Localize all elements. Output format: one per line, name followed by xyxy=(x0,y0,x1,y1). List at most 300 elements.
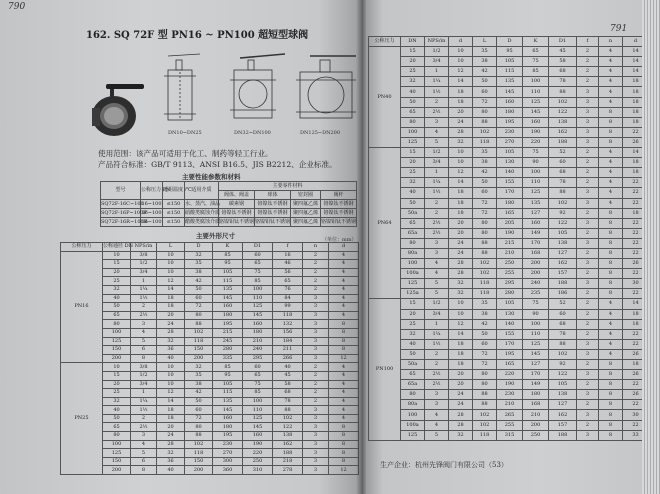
dims-cell: 22 xyxy=(623,380,649,390)
dims-row xyxy=(369,319,649,329)
dims-cell: 10 xyxy=(449,57,473,67)
pressure-group-label: PN100 xyxy=(369,299,401,440)
dims-row xyxy=(369,329,649,339)
dims-cell: 118 xyxy=(473,279,497,289)
dims-cell: 162 xyxy=(273,440,303,449)
dims-cell: 4 xyxy=(599,198,623,208)
dims-cell: 3 xyxy=(577,279,599,289)
dims-cell: 310 xyxy=(243,466,273,475)
dims-cell: 168 xyxy=(523,400,549,410)
dims-cell: 2 xyxy=(303,260,329,269)
dims-cell: 100 xyxy=(401,127,425,137)
dims-cell: 102 xyxy=(473,269,497,279)
dims-cell: 4 xyxy=(599,168,623,178)
dims-cell: 50 xyxy=(473,178,497,188)
dims-cell: 110 xyxy=(243,294,273,303)
dims-cell: 18 xyxy=(449,188,473,198)
dims-row xyxy=(369,380,649,390)
dims-cell: 24 xyxy=(157,432,185,441)
dims-cell: 145 xyxy=(523,107,549,117)
dims-cell: 95 xyxy=(497,47,523,57)
dims-cell: 160 xyxy=(523,218,549,228)
materials-cell: 铬镍钼钛不锈钢 xyxy=(321,218,357,225)
dims-cell: 230 xyxy=(497,390,523,400)
dims-cell: 14 xyxy=(157,397,185,406)
materials-header: 主要零件材料 xyxy=(219,182,357,191)
dims-cell: 5 xyxy=(425,430,449,440)
dims-header-cell: L xyxy=(157,243,185,252)
dims-cell: 4 xyxy=(329,311,359,320)
dims-cell: 188 xyxy=(273,449,303,458)
materials-cell: 铬镍钼钛不锈钢 xyxy=(255,218,291,225)
dims-row xyxy=(369,269,649,279)
dims-cell: 8 xyxy=(329,432,359,441)
dims-cell: 15 xyxy=(401,148,425,158)
dims-cell: 125 xyxy=(103,449,131,458)
dims-cell: 3 xyxy=(425,400,449,410)
dims-cell: 26 xyxy=(623,370,649,380)
dims-cell: 150 xyxy=(103,346,131,355)
dims-cell: 10 xyxy=(157,371,185,380)
dims-cell: 150 xyxy=(185,457,213,466)
dims-cell: 10 xyxy=(449,148,473,158)
dims-cell: 125 xyxy=(243,414,273,423)
dims-cell: 335 xyxy=(213,354,243,363)
dims-cell: 1¼ xyxy=(425,77,449,87)
dims-cell: 22 xyxy=(623,339,649,349)
dims-cell: 10 xyxy=(449,309,473,319)
dims-row xyxy=(369,360,649,370)
dims-cell: 26 xyxy=(623,137,649,147)
dims-cell: 127 xyxy=(523,208,549,218)
dims-cell: 1 xyxy=(425,319,449,329)
dims-cell: 18 xyxy=(449,208,473,218)
dims-cell: 135 xyxy=(213,397,243,406)
dims-cell: 130 xyxy=(497,158,523,168)
dims-cell: 24 xyxy=(449,248,473,258)
dims-cell: 110 xyxy=(523,178,549,188)
dims-row xyxy=(369,228,649,238)
dims-cell: 8 xyxy=(599,430,623,440)
dims-cell: 1 xyxy=(131,389,157,398)
dims-cell: 3 xyxy=(303,354,329,363)
dims-cell: 2 xyxy=(303,285,329,294)
dims-cell: 75 xyxy=(243,268,273,277)
dims-cell: 6 xyxy=(131,346,157,355)
dims-cell: 5 xyxy=(131,337,157,346)
dims-cell: 2 xyxy=(303,380,329,389)
dims-cell: 3 xyxy=(577,117,599,127)
dims-cell: 20 xyxy=(103,268,131,277)
dims-cell: 24 xyxy=(157,320,185,329)
materials-cell: ≤150 xyxy=(163,218,185,227)
dims-cell: 125a xyxy=(401,289,425,299)
dims-cell: 135 xyxy=(523,198,549,208)
dims-row xyxy=(369,208,649,218)
dims-cell: 8 xyxy=(599,259,623,269)
dims-cell: 18 xyxy=(623,319,649,329)
dims-row xyxy=(369,77,649,87)
dims-cell: 149 xyxy=(523,228,549,238)
dims-cell: 12 xyxy=(449,319,473,329)
dims-cell: 8 xyxy=(329,440,359,449)
materials-cell: 铬镍钛不锈钢 xyxy=(255,209,291,218)
dims-cell: 58 xyxy=(273,380,303,389)
dims-cell: 78 xyxy=(273,397,303,406)
materials-cell: SQ72F-16P~100P xyxy=(101,209,147,216)
caption-2: DN32~DN100 xyxy=(234,130,271,136)
dims-cell: 75 xyxy=(243,380,273,389)
dims-cell: 3 xyxy=(303,440,329,449)
materials-cell: SQ72F-16C~100 xyxy=(101,200,144,207)
dims-cell: 12 xyxy=(449,67,473,77)
dims-cell: 3/4 xyxy=(131,380,157,389)
dims-cell: 295 xyxy=(243,354,273,363)
dims-cell: 80 xyxy=(473,380,497,390)
dims-cell: 3 xyxy=(303,346,329,355)
dims-cell: 24 xyxy=(449,400,473,410)
dims-cell: 195 xyxy=(213,432,243,441)
dims-row xyxy=(61,251,359,260)
dims-cell: 138 xyxy=(549,238,577,248)
dims-cell: 84 xyxy=(273,294,303,303)
dims-cell: 122 xyxy=(273,423,303,432)
dims-cell: 8 xyxy=(599,107,623,117)
dims-cell: 88 xyxy=(473,390,497,400)
dims-cell: 78 xyxy=(549,329,577,339)
dims-cell: 3 xyxy=(577,238,599,248)
dims-cell: 3 xyxy=(577,410,599,420)
dims-cell: 200 xyxy=(523,269,549,279)
dims-cell: 60 xyxy=(243,363,273,372)
dims-cell: 240 xyxy=(523,279,549,289)
dims-cell: 2 xyxy=(577,57,599,67)
dims-cell: 180 xyxy=(497,198,523,208)
dims-cell: 22 xyxy=(623,218,649,228)
dims-cell: 5 xyxy=(425,137,449,147)
pressure-group-label: PN16 xyxy=(61,251,103,363)
dims-cell: 8 xyxy=(131,354,157,363)
materials-cell: 碳素钢 xyxy=(219,200,255,209)
dims-cell: 1½ xyxy=(425,339,449,349)
dims-cell: 162 xyxy=(549,410,577,420)
dims-cell: 88 xyxy=(185,432,213,441)
dims-cell: 14 xyxy=(623,148,649,158)
dims-cell: 88 xyxy=(273,406,303,415)
dims-cell: 28 xyxy=(157,440,185,449)
dims-cell: 24 xyxy=(449,117,473,127)
dims-cell: 156 xyxy=(273,328,303,337)
dims-cell: 8 xyxy=(599,208,623,218)
dims-row xyxy=(369,107,649,117)
dims-cell: 88 xyxy=(473,238,497,248)
dims-cell: 18 xyxy=(449,198,473,208)
dims-cell: 102 xyxy=(549,97,577,107)
dims-cell: 8 xyxy=(599,420,623,430)
dims-cell: 165 xyxy=(497,360,523,370)
dims-cell: 155 xyxy=(497,329,523,339)
dims-cell: 4 xyxy=(599,67,623,77)
dims-cell: 8 xyxy=(599,400,623,410)
dims-row xyxy=(369,339,649,349)
dims-cell: 125 xyxy=(523,188,549,198)
dims-cell: 15 xyxy=(401,47,425,57)
dims-row xyxy=(369,370,649,380)
dims-cell: 65a xyxy=(401,228,425,238)
dims-cell: 160 xyxy=(243,432,273,441)
dims-cell: 38 xyxy=(473,158,497,168)
dims-cell: 99 xyxy=(273,303,303,312)
dims-cell: 2 xyxy=(303,363,329,372)
dims-cell: 80 xyxy=(401,117,425,127)
dims-cell: 2½ xyxy=(425,380,449,390)
materials-table xyxy=(100,181,357,227)
dims-cell: 28 xyxy=(157,328,185,337)
dims-cell: 14 xyxy=(623,47,649,57)
dims-cell: 2 xyxy=(425,198,449,208)
dims-row xyxy=(61,260,359,269)
dims-cell: 32 xyxy=(449,289,473,299)
dims-cell: 22 xyxy=(623,127,649,137)
dims-row xyxy=(369,238,649,248)
dims-row xyxy=(369,390,649,400)
dims-cell: 12 xyxy=(157,277,185,286)
dims-cell: 3 xyxy=(303,311,329,320)
materials-header: 公称压力 PN xyxy=(141,182,163,200)
dims-cell: 315 xyxy=(497,430,523,440)
dims-cell: 8 xyxy=(599,279,623,289)
dims-row xyxy=(61,389,359,398)
dims-cell: 22 xyxy=(623,420,649,430)
dims-cell: 3 xyxy=(577,259,599,269)
dims-cell: 255 xyxy=(497,269,523,279)
dims-cell: 10 xyxy=(157,268,185,277)
dims-cell: 65 xyxy=(401,370,425,380)
dims-cell: 215 xyxy=(497,238,523,248)
dims-cell: 2½ xyxy=(425,107,449,117)
dims-cell: 80 xyxy=(401,238,425,248)
dims-cell: 42 xyxy=(185,389,213,398)
dims-cell: 2 xyxy=(577,400,599,410)
dims-cell: 20 xyxy=(401,309,425,319)
dims-cell: 8 xyxy=(329,449,359,458)
dims-cell: 2 xyxy=(425,349,449,359)
dims-cell: 265 xyxy=(497,410,523,420)
dims-cell: 4 xyxy=(131,440,157,449)
dims-cell: 2 xyxy=(577,228,599,238)
dims-cell: 145 xyxy=(213,406,243,415)
dims-cell: 3 xyxy=(303,414,329,423)
dims-row xyxy=(61,337,359,346)
dims-cell: 200 xyxy=(185,466,213,475)
dims-cell: 102 xyxy=(273,414,303,423)
dims-cell: 215 xyxy=(213,328,243,337)
dims-cell: 1¼ xyxy=(131,397,157,406)
dims-cell: 12 xyxy=(329,354,359,363)
dims-cell: 3 xyxy=(577,339,599,349)
dims-cell: 105 xyxy=(549,228,577,238)
dims-cell: 18 xyxy=(623,168,649,178)
dims-cell: 1/2 xyxy=(131,371,157,380)
dims-cell: 180 xyxy=(497,107,523,117)
dims-cell: 102 xyxy=(549,198,577,208)
dims-cell: 90 xyxy=(523,158,549,168)
dims-cell: 190 xyxy=(497,228,523,238)
dims-cell: 6 xyxy=(131,457,157,466)
dims-cell: 8 xyxy=(329,328,359,337)
dims-cell: 3/4 xyxy=(425,309,449,319)
dims-cell: 18 xyxy=(449,87,473,97)
dims-cell: 18 xyxy=(623,360,649,370)
dims-cell: 162 xyxy=(549,127,577,137)
dims-cell: 22 xyxy=(623,329,649,339)
dims-cell: 8 xyxy=(131,466,157,475)
dims-cell: 3 xyxy=(425,117,449,127)
dims-cell: 102 xyxy=(473,410,497,420)
materials-row xyxy=(101,218,357,227)
dims-cell: 145 xyxy=(243,311,273,320)
dims-cell: 4 xyxy=(599,87,623,97)
dims-cell: 58 xyxy=(549,57,577,67)
dims-cell: 160 xyxy=(213,414,243,423)
dims-cell: 4 xyxy=(329,277,359,286)
dims-cell: 2 xyxy=(577,168,599,178)
dims-cell: 18 xyxy=(449,339,473,349)
dims-cell: 78 xyxy=(549,77,577,87)
dims-cell: 72 xyxy=(473,97,497,107)
dims-cell: 1 xyxy=(425,67,449,77)
dims-cell: 88 xyxy=(473,248,497,258)
dims-cell: 255 xyxy=(497,420,523,430)
dims-cell: 14 xyxy=(623,57,649,67)
dims-cell: 65 xyxy=(243,260,273,269)
dims-cell: 52 xyxy=(549,148,577,158)
dims-cell: 40 xyxy=(157,466,185,475)
dims-cell: 2 xyxy=(577,319,599,329)
dims-cell: 250 xyxy=(243,457,273,466)
dims-cell: 3 xyxy=(577,137,599,147)
dims-cell: 22 xyxy=(623,178,649,188)
dims-cell: 32 xyxy=(401,178,425,188)
dims-cell: 3 xyxy=(577,188,599,198)
dims-cell: 16 xyxy=(273,251,303,260)
manufacturer-footer: 生产企业：杭州先锋阀门有限公司（53） xyxy=(380,461,508,469)
dims-cell: 32 xyxy=(157,337,185,346)
dims-cell: 25 xyxy=(401,168,425,178)
dims-cell: 40 xyxy=(103,406,131,415)
dims-cell: 3 xyxy=(303,294,329,303)
materials-cell: 水、蒸汽、油品 xyxy=(185,200,221,207)
dims-cell: 245 xyxy=(213,337,243,346)
dims-cell: 4 xyxy=(599,349,623,359)
dims-cell: 2 xyxy=(303,277,329,286)
dims-cell: 3 xyxy=(425,238,449,248)
dims-row xyxy=(61,414,359,423)
dims-cell: 210 xyxy=(243,337,273,346)
dims-header-cell: f xyxy=(273,243,303,252)
dims-cell: 280 xyxy=(497,289,523,299)
dims-cell: 125 xyxy=(401,279,425,289)
dims-cell: 32 xyxy=(401,329,425,339)
dims-cell: 18 xyxy=(449,349,473,359)
page-number-left: 790 xyxy=(8,2,26,12)
dims-cell: 33 xyxy=(623,430,649,440)
dims-row xyxy=(61,328,359,337)
dims-cell: 4 xyxy=(329,389,359,398)
dims-cell: 85 xyxy=(213,251,243,260)
dims-cell: 18 xyxy=(623,107,649,117)
dims-cell: 210 xyxy=(497,248,523,258)
dims-cell: 145 xyxy=(213,294,243,303)
dims-cell: 125 xyxy=(523,97,549,107)
dims-cell: 40 xyxy=(273,363,303,372)
dims-cell: 10 xyxy=(157,380,185,389)
dims-cell: 18 xyxy=(623,158,649,168)
dims-cell: 60 xyxy=(549,158,577,168)
dims-row xyxy=(369,67,649,77)
dims-cell: 2 xyxy=(577,67,599,77)
materials-header: 适用介质 xyxy=(185,182,219,200)
dims-cell: 127 xyxy=(523,360,549,370)
dims-cell: 10 xyxy=(103,251,131,260)
usage-text: 使用范围：该产品可适用于化工、制药等轻工行业。 xyxy=(98,149,273,158)
dims-cell: 200 xyxy=(103,466,131,475)
dims-cell: 5 xyxy=(425,279,449,289)
dims-cell: 22 xyxy=(623,238,649,248)
dims-cell: 40 xyxy=(401,87,425,97)
dims-cell: 3 xyxy=(303,466,329,475)
materials-cell: 铬镍钛不锈钢 xyxy=(321,200,357,209)
dims-cell: 2 xyxy=(303,251,329,260)
dims-header-cell: d xyxy=(623,37,649,47)
dims-cell: 32 xyxy=(103,397,131,406)
dims-cell: 26 xyxy=(623,349,649,359)
dims-cell: 10 xyxy=(157,363,185,372)
dims-cell: 4 xyxy=(329,363,359,372)
dims-cell: 8 xyxy=(599,390,623,400)
materials-cell: ≤150 xyxy=(163,200,185,209)
dims-cell: 80 xyxy=(473,218,497,228)
dims-cell: 18 xyxy=(623,117,649,127)
dims-cell: 8 xyxy=(599,238,623,248)
dims-cell: 145 xyxy=(523,349,549,359)
dims-header-cell: NPS/in xyxy=(425,37,449,47)
dims-cell: 20 xyxy=(401,57,425,67)
dims-cell: 2 xyxy=(577,309,599,319)
dims-cell: 3 xyxy=(303,328,329,337)
dims-row xyxy=(61,285,359,294)
dims-row xyxy=(369,137,649,147)
dims-row xyxy=(369,420,649,430)
valve-drawings xyxy=(160,50,360,132)
book-spine xyxy=(356,0,366,494)
dims-cell: 2 xyxy=(577,329,599,339)
dims-cell: 32 xyxy=(449,137,473,147)
dims-cell: 125 xyxy=(243,303,273,312)
dims-cell: 4 xyxy=(329,371,359,380)
dims-cell: 92 xyxy=(549,208,577,218)
materials-cell: 铬镍钛不锈钢 xyxy=(321,209,357,218)
dims-cell: 4 xyxy=(599,148,623,158)
dims-cell: 85 xyxy=(243,277,273,286)
dims-cell: 80 xyxy=(401,390,425,400)
dims-cell: 42 xyxy=(473,319,497,329)
dims-cell: 12 xyxy=(329,466,359,475)
dims-cell: 22 xyxy=(623,188,649,198)
dims-cell: 115 xyxy=(213,277,243,286)
dims-cell: 130 xyxy=(497,309,523,319)
dims-cell: 2 xyxy=(577,420,599,430)
